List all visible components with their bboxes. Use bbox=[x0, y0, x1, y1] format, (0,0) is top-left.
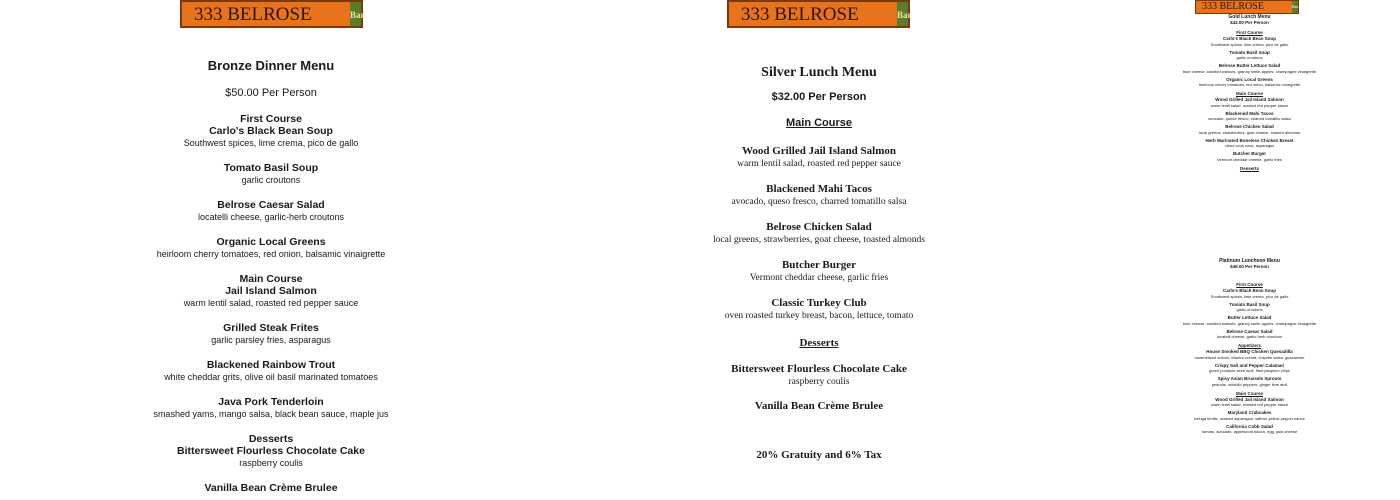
menu-item-desc: tomato, avocado, applewood bacon, egg, jack cheese bbox=[1201, 429, 1298, 434]
section-desserts: Desserts bbox=[1239, 165, 1259, 171]
page-title: Bronze Dinner Menu bbox=[207, 58, 335, 73]
menu-item-name: Wood Grilled Jail Island Salmon bbox=[1215, 396, 1284, 402]
menu-item-desc: avocado, queso fresco, charred tomatillo salsa bbox=[731, 197, 907, 207]
menu-item-name: Carlo's Black Bean Soup bbox=[1222, 36, 1277, 41]
menu-item-name: Wood Grilled Jail Island Salmon bbox=[741, 145, 897, 157]
section-desserts: Desserts bbox=[799, 337, 839, 349]
page-title: Silver Lunch Menu bbox=[761, 65, 877, 80]
menu-item-desc: peanuts, shishito peppers, ginger lime aioli bbox=[1211, 381, 1288, 387]
menu-item-name: Butcher Burger bbox=[1232, 151, 1266, 156]
menu-item-name: Blackened Mahi Tacos bbox=[766, 183, 872, 195]
menu-item-desc: blue cheese, candied walnuts, granny smith apples, champagne vinaigrette bbox=[1182, 320, 1317, 326]
menu-item-name: Tomato Basil Soup bbox=[1229, 301, 1270, 307]
section-first-course: First Course bbox=[1236, 282, 1263, 287]
silver-lunch-menu bbox=[700, 62, 938, 462]
menu-item-name: House Smoked BBQ Chicken Quesadilla bbox=[1206, 349, 1293, 354]
logo-silver bbox=[727, 0, 910, 28]
section-main-course: Main Course bbox=[1235, 91, 1263, 96]
logo-bronze bbox=[180, 0, 363, 28]
section-main-course: Main Course bbox=[239, 273, 303, 285]
menu-item-desc: avocado, queso fresco, charred tomatillo salsa bbox=[1208, 116, 1291, 121]
menu-item-name: Jail Island Salmon bbox=[225, 285, 317, 297]
logo-bar: Bar bbox=[1292, 1, 1298, 13]
logo-gold bbox=[1195, 0, 1299, 14]
menu-item-desc: warm lentil salad, roasted red pepper sauce bbox=[737, 159, 901, 169]
menu-item-name: Butcher Burger bbox=[781, 259, 857, 271]
menu-item-desc: white cheddar grits, olive oil basil marinated tomatoes bbox=[164, 372, 378, 382]
gratuity-note: 20% Gratuity and 6% Tax bbox=[756, 449, 882, 461]
menu-item-name: Spicy Asian Brussels Sprouts bbox=[1217, 376, 1282, 381]
menu-item-desc: Vermont cheddar cheese, garlic fries bbox=[1217, 156, 1282, 162]
menu-item-desc: garlic parsley fries, asparagus bbox=[211, 335, 331, 345]
logo-name: 333 BELROSE bbox=[1202, 1, 1264, 12]
menu-item-name: Grilled Steak Frites bbox=[223, 322, 319, 334]
menu-item-name: Maryland Crabcakes bbox=[1227, 410, 1272, 415]
menu-item-desc: local greens, strawberries, goat cheese, toasted almonds bbox=[1198, 129, 1301, 135]
menu-item-desc: warm lentil salad, roasted red pepper sauce bbox=[1210, 102, 1289, 108]
menu-item-desc: raspberry coulis bbox=[239, 458, 303, 468]
section-first-course: First Course bbox=[240, 113, 302, 125]
menu-item-desc: warm lentil salad, roasted red pepper sauce bbox=[1210, 402, 1289, 407]
section-appetizers: Appetizers bbox=[1237, 343, 1261, 348]
menu-item-name: Organic Local Greens bbox=[216, 236, 326, 248]
menu-item-name: Blackened Rainbow Trout bbox=[206, 359, 336, 371]
menu-item-name: Tomato Basil Soup bbox=[1229, 49, 1270, 55]
section-desserts: Desserts bbox=[248, 433, 294, 445]
menu-item-desc: garlic croutons bbox=[1236, 55, 1263, 60]
section-first-course: First Course bbox=[1236, 30, 1263, 35]
page-title: Platinum Luncheon Menu bbox=[1219, 258, 1280, 264]
menu-item-desc: locatelli cheese, garlic-herb croutons bbox=[1217, 334, 1282, 339]
menu-item-desc: citrus cous cous, asparagus bbox=[1224, 143, 1275, 148]
menu-item-name: Carlo's Black Bean Soup bbox=[1222, 288, 1277, 293]
menu-item-desc: Southwest spices, lime crema, pico de gallo bbox=[1210, 293, 1289, 299]
menu-item-name: Vanilla Bean Crème Brulee bbox=[204, 482, 338, 494]
menu-item-desc: locatelli cheese, garlic-herb croutons bbox=[197, 212, 345, 222]
menu-item-desc: raspberry coulis bbox=[788, 377, 850, 387]
platinum-luncheon-menu bbox=[1181, 258, 1318, 500]
menu-item-desc: Vermont cheddar cheese, garlic fries bbox=[749, 273, 889, 283]
menu-item-name: Classic Turkey Club bbox=[771, 297, 867, 309]
menu-item-desc: Southwest spices, lime crema, pico de gallo bbox=[183, 138, 359, 148]
menu-item-desc: garlic croutons bbox=[1236, 307, 1263, 312]
menu-item-name: Tomato Basil Soup bbox=[223, 162, 319, 174]
gold-lunch-menu bbox=[1181, 14, 1318, 246]
menu-item-name: Bittersweet Flourless Chocolate Cake bbox=[177, 445, 365, 457]
menu-item-name: Belrose Caesar Salad bbox=[217, 199, 325, 211]
menu-item-name: Java Pork Tenderloin bbox=[218, 396, 324, 408]
menu-item-name: Carlo's Black Bean Soup bbox=[209, 125, 333, 137]
logo-bar: Bar bbox=[897, 2, 908, 26]
price: $49.00 Per Person bbox=[1230, 264, 1269, 269]
menu-item-name: Wood Grilled Jail Island Salmon bbox=[1215, 97, 1284, 102]
section-main-course: Main Course bbox=[1235, 390, 1263, 396]
menu-item-name: California Cobb Salad bbox=[1226, 423, 1273, 429]
menu-item-name: Belrose Caesar Salad bbox=[1226, 328, 1273, 334]
menu-item-name: Vanilla Bean Crème Brulee bbox=[754, 400, 884, 412]
menu-item-desc: green pumpkin seed aioli, fried jalapeno chips bbox=[1208, 368, 1291, 373]
menu-item-desc: blue cheese, candied walnuts, granny smith apples, champagne vinaigrette bbox=[1182, 68, 1317, 74]
menu-item-desc: warm lentil salad, roasted red pepper sauce bbox=[183, 298, 359, 308]
price: $32.00 Per Person bbox=[771, 91, 867, 103]
menu-item-name: Belrose Butter Lettuce Salad bbox=[1218, 63, 1281, 68]
menu-item-name: Bittersweet Flourless Chocolate Cake bbox=[731, 363, 907, 375]
menu-item-desc: beluga lentils, roasted asparagus, saffron yellow pepper sauce bbox=[1194, 415, 1305, 421]
section-main-course: Main Course bbox=[785, 117, 852, 129]
page-title: Gold Lunch Menu bbox=[1228, 14, 1271, 20]
menu-item-name: Blackened Mahi Tacos bbox=[1225, 110, 1274, 116]
menu-item-desc: garlic croutons bbox=[241, 175, 301, 185]
menu-item-desc: oven roasted turkey breast, bacon, lettuce, tomato bbox=[724, 311, 914, 321]
price: $50.00 Per Person bbox=[225, 87, 317, 99]
menu-item-name: Butter Lettuce Salad bbox=[1227, 315, 1272, 320]
menu-item-name: Herb Marinated Boneless Chicken Breast bbox=[1205, 137, 1294, 143]
menu-item-name: Organic Local Greens bbox=[1226, 76, 1273, 82]
logo-name: 333 BELROSE bbox=[741, 4, 859, 25]
logo-name: 333 BELROSE bbox=[194, 4, 312, 25]
logo-bar: Bar bbox=[350, 2, 361, 26]
menu-item-desc: heirloom cherry tomatoes, red onion, balsamic vinaigrette bbox=[156, 249, 386, 259]
menu-item-desc: caramelized onions, cilantro crema, chipotle salsa, guacamole bbox=[1194, 354, 1305, 360]
menu-item-desc: local greens, strawberries, goat cheese, toasted almonds bbox=[713, 235, 925, 245]
menu-item-name: Crispy Salt and Pepper Calamari bbox=[1214, 362, 1285, 368]
menu-item-name: Belrose Chicken Salad bbox=[1225, 124, 1274, 129]
bronze-dinner-menu bbox=[140, 56, 402, 494]
menu-item-desc: Southwest spices, lime crema, pico de gallo bbox=[1210, 41, 1289, 47]
menu-item-name: Belrose Chicken Salad bbox=[766, 221, 872, 233]
menu-item-desc: heirloom cherry tomatoes, red onion, balsamic vinaigrette bbox=[1198, 82, 1301, 87]
menu-item-desc: smashed yams, mango salsa, black bean sauce, maple jus bbox=[153, 409, 389, 419]
price: $42.00 Per Person bbox=[1230, 20, 1269, 25]
